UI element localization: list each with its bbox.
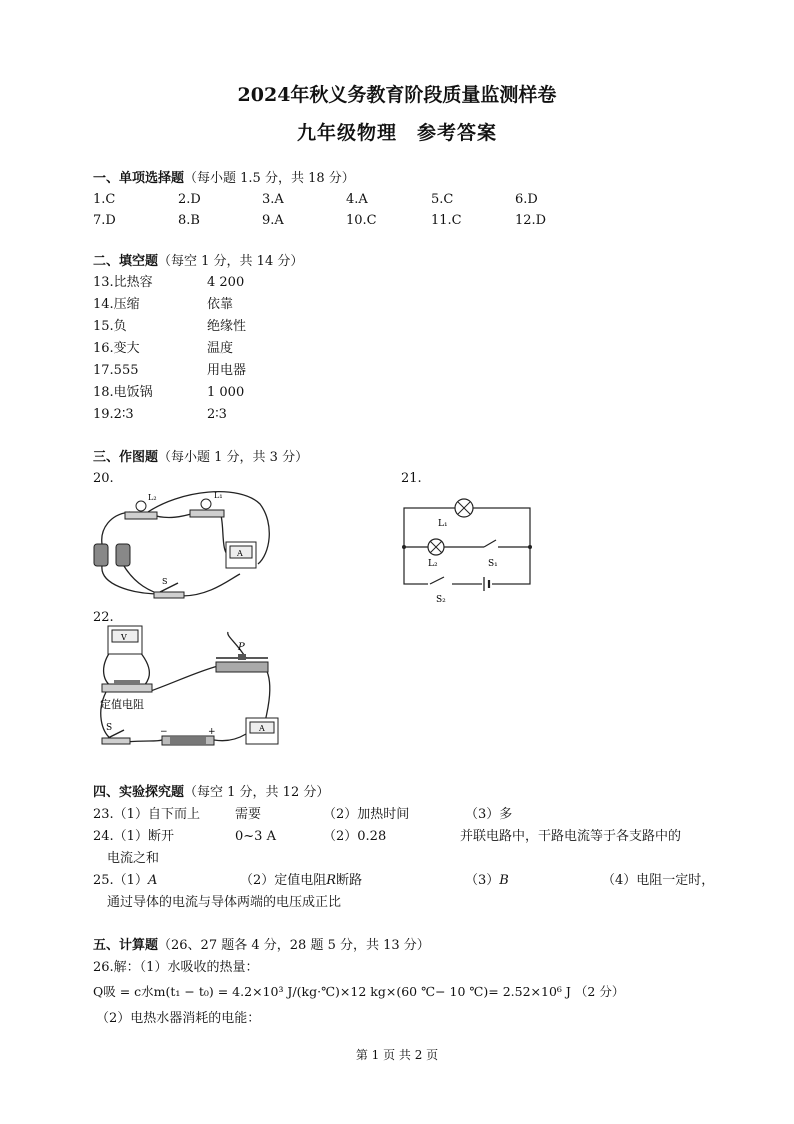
bulb-l2-base [125, 512, 157, 519]
q23-part1: 23.（1）自下而上 [93, 807, 200, 822]
answer-10: 10.C [346, 213, 377, 228]
figure-22-circuit [96, 622, 286, 760]
section-5-title: 五、计算题 [93, 938, 159, 953]
q25-part3 [465, 872, 509, 890]
q25-continued: 通过导体的电流与导体两端的电压成正比 [107, 895, 342, 910]
section-5-heading [93, 937, 430, 955]
q22-label: 22. [93, 610, 114, 625]
figure-20-circuit [90, 484, 280, 608]
q21-label: 21. [401, 471, 422, 486]
q25-part2-italic: R [326, 873, 337, 888]
fill-14-a: 14.压缩 [93, 297, 140, 312]
battery-2-icon [116, 544, 130, 566]
q23-part4: （3）多 [465, 807, 513, 822]
switch-base [102, 738, 130, 744]
fixed-resistor-icon [102, 684, 152, 692]
q25-part2-prefix: （2）定值电阻 [240, 873, 327, 888]
answer-2: 2.D [178, 192, 201, 207]
page-number: 第 1 页 共 2 页 [355, 1048, 439, 1062]
q24-continued: 电流之和 [107, 851, 160, 866]
q25-part3-prefix: （3） [465, 873, 500, 888]
section-1-heading [93, 170, 355, 188]
fill-14-b: 依靠 [207, 297, 234, 312]
switch-s1-icon [484, 540, 496, 547]
section-4-title: 四、实验探究题 [93, 785, 185, 800]
fill-18-b: 1 000 [207, 385, 245, 400]
answer-3: 3.A [262, 192, 284, 207]
q25-part1-italic: A [147, 873, 158, 888]
bulb-l2-icon [136, 501, 146, 511]
answer-8: 8.B [178, 213, 200, 228]
section-1-note: （每小题 1.5 分，共 18 分） [184, 171, 355, 186]
q25-part1 [93, 872, 157, 890]
q26-part2: （2）电热水器消耗的电能： [96, 1011, 261, 1026]
rheostat-icon [216, 662, 268, 672]
lamp-l1-label: L₁ [438, 519, 448, 529]
q25-part2-tail: 断路 [336, 873, 363, 888]
switch-s1-label: S₁ [488, 559, 498, 569]
bulb-l2-label: L₂ [148, 493, 157, 502]
fixed-resistor-body [114, 680, 140, 685]
q26-formula: Q吸 = c水m(t₁ − t₀) = 4.2×10³ J/(kg·℃)×12 kg×(60 ℃− 10 ℃)= 2.52×10⁶ J （2 分） [93, 984, 625, 999]
q23-part2: 需要 [235, 807, 262, 822]
figure-21-schematic [398, 488, 538, 608]
answer-6: 6.D [515, 192, 538, 207]
section-4-heading [93, 784, 329, 802]
battery-minus: − [160, 727, 168, 737]
section-3-note: （每小题 1 分，共 3 分） [158, 450, 309, 465]
q25-part3-italic: B [499, 873, 509, 888]
battery-1-icon [94, 544, 108, 566]
bulb-l1-label: L₁ [214, 491, 223, 500]
section-2-title: 二、填空题 [93, 254, 159, 269]
switch-label: S [162, 577, 168, 586]
section-1-title: 一、单项选择题 [93, 171, 185, 186]
answer-1: 1.C [93, 192, 116, 207]
fill-15-b: 绝缘性 [207, 319, 247, 334]
ammeter-label: A [259, 724, 265, 733]
junction-left [402, 545, 406, 549]
answer-11: 11.C [431, 213, 462, 228]
fill-16-a: 16.变大 [93, 341, 140, 356]
q26-intro: 26.解：（1）水吸收的热量： [93, 960, 259, 975]
rheostat-slider-p[interactable] [238, 654, 246, 660]
section-2-note: （每空 1 分，共 14 分） [158, 254, 304, 269]
section-5-note: （26、27 题各 4 分，28 题 5 分，共 13 分） [158, 938, 430, 953]
document-title: 2024年秋义务教育阶段质量监测样卷 [237, 84, 557, 106]
q20-label: 20. [93, 471, 114, 486]
fill-13-b: 4 200 [207, 275, 245, 290]
fill-17-a: 17.555 [93, 363, 139, 378]
rheostat-p-label: P [238, 642, 245, 653]
document-subtitle: 九年级物理 参考答案 [296, 122, 497, 144]
fill-15-a: 15.负 [93, 319, 127, 334]
lamp-l2-label: L₂ [428, 559, 438, 569]
fill-19-b: 2∶3 [207, 407, 227, 422]
fill-18-a: 18.电饭锅 [93, 385, 153, 400]
fixed-resistor-label: 定值电阻 [100, 698, 144, 711]
section-3-heading [93, 449, 308, 467]
bulb-l1-icon [201, 499, 211, 509]
junction-right [528, 545, 532, 549]
answer-7: 7.D [93, 213, 116, 228]
fill-16-b: 温度 [207, 341, 234, 356]
fill-17-b: 用电器 [207, 363, 247, 378]
q25-part4: （4）电阻一定时， [602, 873, 715, 888]
answer-12: 12.D [515, 213, 547, 228]
answer-5: 5.C [431, 192, 454, 207]
q23-part3: （2）加热时间 [323, 807, 410, 822]
battery-cells [170, 737, 206, 744]
switch-label: S [106, 723, 113, 733]
q25-part2 [240, 872, 362, 890]
switch-s2-label: S₂ [436, 595, 446, 605]
fill-13-a: 13.比热容 [93, 275, 153, 290]
section-3-title: 三、作图题 [93, 450, 159, 465]
fill-19-a: 19.2∶3 [93, 407, 134, 422]
switch-base [154, 592, 184, 598]
voltmeter-label: V [121, 633, 127, 642]
section-2-heading [93, 253, 303, 271]
q24-part4: 并联电路中，干路电流等于各支路中的 [460, 829, 682, 844]
q24-part1: 24.（1）断开 [93, 829, 174, 844]
gap-s2 [428, 580, 452, 588]
section-4-note: （每空 1 分，共 12 分） [184, 785, 330, 800]
ammeter-label: A [237, 549, 243, 558]
q24-part3: （2）0.28 [323, 829, 387, 844]
q24-part2: 0~3 A [235, 829, 276, 844]
answer-4: 4.A [346, 192, 368, 207]
answer-9: 9.A [262, 213, 284, 228]
battery-plus: + [208, 727, 216, 737]
q25-part1-prefix: 25.（1） [93, 873, 148, 888]
bulb-l1-base [190, 510, 224, 517]
